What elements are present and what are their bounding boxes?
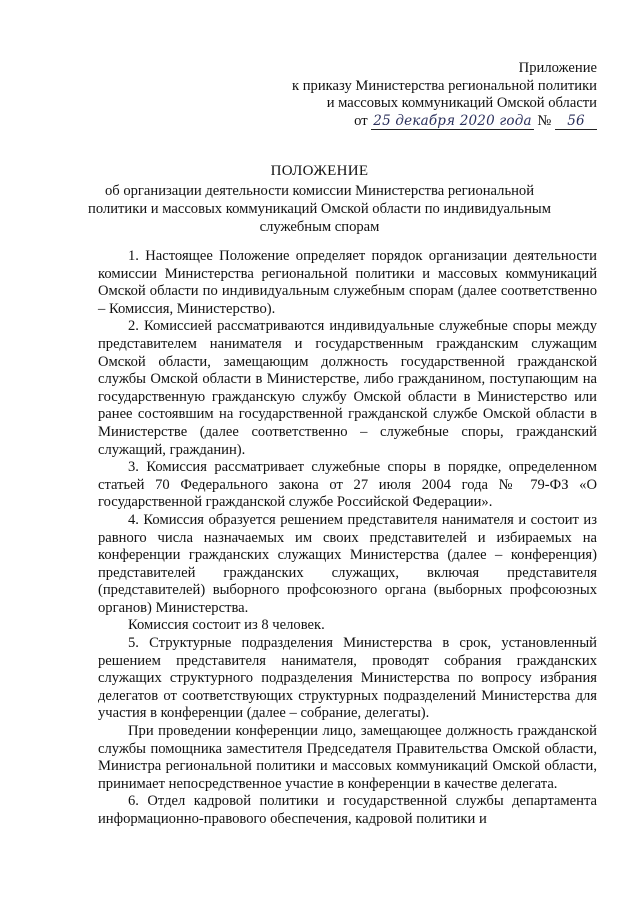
paragraph-6: 6. Отдел кадровой политики и государственной службы департамента информационно-правового обеспечения, кадровой политики и: [98, 793, 597, 827]
order-date-handwritten: 25 декабря 2020 года: [373, 112, 532, 129]
order-reference: [354, 113, 597, 131]
appendix-order-line-2: и массовых коммуникаций Омской области: [326, 95, 597, 112]
title-main: ПОЛОЖЕНИЕ: [270, 163, 369, 179]
appendix-label: Приложение: [518, 60, 597, 76]
paragraph-1: 1. Настоящее Положение определяет порядок организации деятельности комиссии Министерства региональной политики и массовых коммуникаций Омской области по индивидуальным служебным спорам (далее соответственно – Комиссия, Министерство).: [98, 248, 597, 317]
order-number-field: [555, 114, 597, 130]
appendix-order-line-1: к приказу Министерства региональной политики: [291, 77, 597, 94]
paragraph-2: 2. Комиссией рассматриваются индивидуальные служебные споры между представителем нанимателя и государственным гражданским служащим Омской области, замещающим должность государственной гражданской службы Омской области в Министерстве, либо гражданином, поступающим на государственную гражданскую службу Омской области в Министерство или ранее состоявшим на государственной гражданской службе Омской области в Министерстве (далее соответственно – служебные споры, гражданский служащий, гражданин).: [98, 318, 597, 458]
title-line-2: политики и массовых коммуникаций Омской области по индивидуальным: [88, 201, 551, 217]
order-number-prefix: №: [537, 112, 552, 129]
document-body: [98, 248, 597, 829]
paragraph-4: 4. Комиссия образуется решением представителя нанимателя и состоит из равного числа назначаемых им своих представителей и избираемых на конференции гражданских служащих Министерства (далее – конференция) представителей гражданских служащих, включая представителя (представителей) выборного профсоюзного органа (выборных профсоюзных органов) Министерства.: [98, 511, 597, 616]
document-title: [0, 162, 639, 236]
paragraph-3: 3. Комиссия рассматривает служебные споры в порядке, определенном статьей 70 Федерального закона от 27 июля 2004 года № 79-ФЗ «О государственной гражданской службе Российской Федерации».: [98, 459, 597, 511]
title-line-3: служебным спорам: [259, 219, 380, 235]
paragraph-4-members: Комиссия состоит из 8 человек.: [128, 617, 325, 634]
title-line-1: об организации деятельности комиссии Министерства региональной: [104, 183, 535, 199]
order-date-field: [371, 114, 533, 130]
appendix-header: [292, 60, 597, 130]
order-from-prefix: от: [354, 112, 368, 129]
order-number-handwritten: 56: [567, 112, 585, 129]
paragraph-5-delegate: При проведении конференции лицо, замещающее должность гражданской службы помощника заместителя Председателя Правительства Омской области, Министра региональной политики и массовых коммуникаций Омской области, принимает непосредственное участие в конференции в качестве делегата.: [98, 723, 597, 792]
paragraph-5: 5. Структурные подразделения Министерства в срок, установленный решением представителя нанимателя, проводят собрания гражданских служащих структурного подразделения Министерства по вопросу избрания делегатов от соответствующих структурных подразделений Министерства для участия в конференции (далее – собрание, делегаты).: [98, 635, 597, 722]
